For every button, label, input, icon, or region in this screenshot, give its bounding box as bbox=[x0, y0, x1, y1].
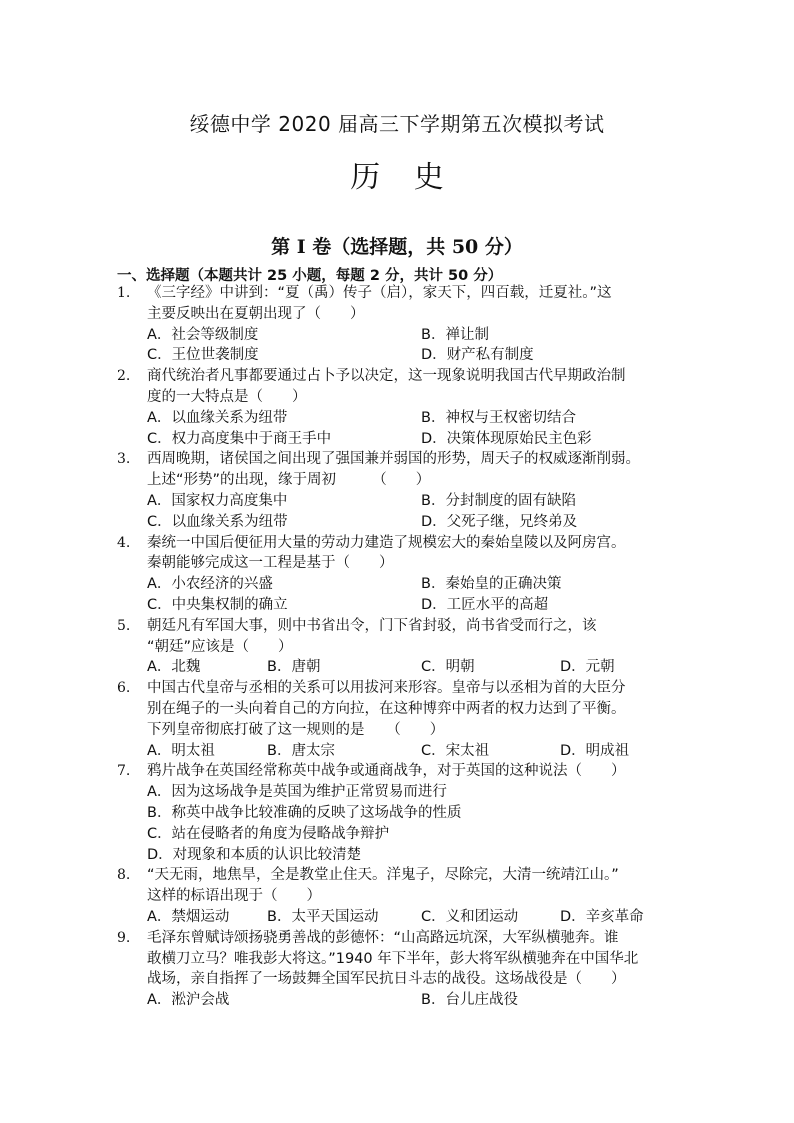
options-row bbox=[147, 574, 692, 595]
option-b: B．分封制度的固有缺陷 bbox=[421, 492, 576, 509]
options-row bbox=[147, 657, 692, 678]
subject-title: 历 史 bbox=[350, 160, 456, 195]
question-8 bbox=[117, 865, 692, 927]
question-number: 8. bbox=[117, 867, 131, 884]
option-d: D．辛亥革命 bbox=[560, 908, 644, 925]
stem-line: 西周晚期，诸侯国之间出现了强国兼并弱国的形势，周天子的权威逐渐削弱。 bbox=[147, 451, 640, 468]
option-d: D．对现象和本质的认识比较清楚 bbox=[147, 846, 362, 863]
stem-line: “朝廷”应该是（ ） bbox=[147, 638, 293, 655]
option-c: C．义和团运动 bbox=[421, 908, 519, 925]
question-number: 6. bbox=[117, 680, 131, 697]
options-row bbox=[147, 512, 692, 533]
options-row bbox=[147, 907, 692, 928]
option-c: C．以血缘关系为纽带 bbox=[147, 513, 288, 530]
option-b: B．秦始皇的正确决策 bbox=[421, 576, 562, 593]
question-stem bbox=[147, 865, 692, 907]
option-a: A．小农经济的兴盛 bbox=[147, 576, 273, 593]
options-row bbox=[147, 345, 692, 366]
option-c: C．站在侵略者的角度为侵略战争辩护 bbox=[147, 825, 390, 842]
option-a: A．社会等级制度 bbox=[147, 326, 259, 343]
question-stem bbox=[147, 533, 692, 575]
options-row bbox=[147, 990, 692, 1011]
stem-line: 鸦片战争在英国经常称英中战争或通商战争，对于英国的这种说法（ ） bbox=[147, 763, 626, 780]
question-stem bbox=[147, 449, 692, 491]
question-number: 9. bbox=[117, 929, 131, 946]
question-number: 3. bbox=[117, 451, 131, 468]
option-b: B．唐朝 bbox=[267, 659, 321, 676]
question-stem bbox=[147, 283, 692, 325]
question-6 bbox=[117, 678, 692, 761]
option-c: C．明朝 bbox=[421, 659, 475, 676]
option-c: C．王位世袭制度 bbox=[147, 347, 259, 364]
option-c: C．宋太祖 bbox=[421, 742, 490, 759]
stem-line: 这样的标语出现于（ ） bbox=[147, 888, 321, 905]
options-row bbox=[147, 429, 692, 450]
stem-line: 中国古代皇帝与丞相的关系可以用拔河来形容。皇帝与以丞相为首的大臣分 bbox=[147, 680, 626, 697]
stem-line: “天无雨，地焦旱，全是教堂止住天。洋鬼子，尽除完，大清一统靖江山。” bbox=[147, 867, 619, 884]
question-number: 1. bbox=[117, 285, 131, 301]
question-1 bbox=[117, 283, 692, 366]
options-row bbox=[147, 408, 692, 429]
question-4 bbox=[117, 533, 692, 616]
section-heading: 一、选择题（本题共计 25 小题，每题 2 分，共计 50 分） bbox=[117, 268, 503, 284]
option-c: C．中央集权制的确立 bbox=[147, 596, 288, 613]
option-d: D．工匠水平的高超 bbox=[421, 596, 549, 613]
option-c: C．权力高度集中于商王手中 bbox=[147, 430, 332, 447]
option-d: D．父死子继，兄终弟及 bbox=[421, 513, 578, 530]
question-3 bbox=[117, 449, 692, 532]
stem-line: 秦统一中国后便征用大量的劳动力建造了规模宏大的秦始皇陵以及阿房宫。 bbox=[147, 534, 626, 551]
stem-line: 敢横刀立马？唯我彭大将这。”1940 年下半年，彭大将军纵横驰奔在中国华北 bbox=[147, 950, 639, 967]
option-a: A．明太祖 bbox=[147, 742, 215, 759]
stem-line: 秦朝能够完成这一工程是基于（ ） bbox=[147, 555, 394, 572]
stem-line: 度的一大特点是（ ） bbox=[147, 388, 307, 405]
stem-line: 商代统治者凡事都要通过占卜予以决定，这一现象说明我国古代早期政治制 bbox=[147, 368, 626, 385]
question-stem bbox=[147, 366, 692, 408]
option-b: B．禅让制 bbox=[421, 326, 489, 343]
option-b: B．称英中战争比较准确的反映了这场战争的性质 bbox=[147, 804, 462, 821]
question-number: 5. bbox=[117, 617, 131, 634]
question-stem bbox=[147, 761, 692, 782]
question-stem bbox=[147, 928, 692, 990]
option-a: A．以血缘关系为纽带 bbox=[147, 409, 288, 426]
option-d: D．决策体现原始民主色彩 bbox=[421, 430, 592, 447]
volume-title: 第 I 卷（选择题，共 50 分） bbox=[271, 236, 523, 258]
option-a: A．淞沪会战 bbox=[147, 992, 230, 1009]
option-d: D．明成祖 bbox=[560, 742, 630, 759]
options-row bbox=[147, 325, 692, 346]
question-number: 7. bbox=[117, 763, 131, 780]
option-b: B．唐太宗 bbox=[267, 742, 335, 759]
question-9 bbox=[117, 928, 692, 1011]
question-7 bbox=[117, 761, 692, 865]
question-list bbox=[117, 283, 692, 1011]
option-a: A．国家权力高度集中 bbox=[147, 492, 288, 509]
question-stem bbox=[147, 616, 692, 658]
stem-line: 毛泽东曾赋诗颂扬骁勇善战的彭德怀：“山高路远坑深，大军纵横驰奔。谁 bbox=[147, 929, 619, 946]
stem-line: 下列皇帝彻底打破了这一规则的是 （ ） bbox=[147, 721, 445, 738]
option-b: B．台儿庄战役 bbox=[421, 992, 518, 1009]
stem-line: 上述“形势”的出现，缘于周初 （ ） bbox=[147, 472, 431, 489]
option-b: B．太平天国运动 bbox=[267, 908, 379, 925]
options-row bbox=[147, 491, 692, 512]
stem-line: 朝廷凡有军国大事，则中书省出令，门下省封驳，尚书省受而行之，该 bbox=[147, 617, 597, 634]
question-number: 4. bbox=[117, 534, 131, 551]
option-b: B．神权与王权密切结合 bbox=[421, 409, 576, 426]
options-row bbox=[147, 741, 692, 762]
stem-line: 别在绳子的一头向着自己的方向拉，在这种博弈中两者的权力达到了平衡。 bbox=[147, 700, 626, 717]
exam-title: 绥德中学 2020 届高三下学期第五次模拟考试 bbox=[189, 112, 605, 136]
stem-line: 《三字经》中讲到：“夏（禹）传子（启），家天下，四百载，迁夏社。”这 bbox=[147, 285, 612, 301]
question-stem bbox=[147, 678, 692, 740]
question-number: 2. bbox=[117, 368, 131, 385]
options-row bbox=[147, 595, 692, 616]
option-a: A．因为这场战争是英国为维护正常贸易而进行 bbox=[147, 784, 447, 801]
stem-line: 战场，亲自指挥了一场鼓舞全国军民抗日斗志的战役。这场战役是（ ） bbox=[147, 971, 626, 988]
option-a: A．北魏 bbox=[147, 659, 201, 676]
option-d: D．财产私有制度 bbox=[421, 347, 534, 364]
option-a: A．禁烟运动 bbox=[147, 908, 230, 925]
option-d: D．元朝 bbox=[560, 659, 615, 676]
question-5 bbox=[117, 616, 692, 678]
stem-line: 主要反映出在夏朝出现了（ ） bbox=[147, 305, 365, 322]
question-2 bbox=[117, 366, 692, 449]
